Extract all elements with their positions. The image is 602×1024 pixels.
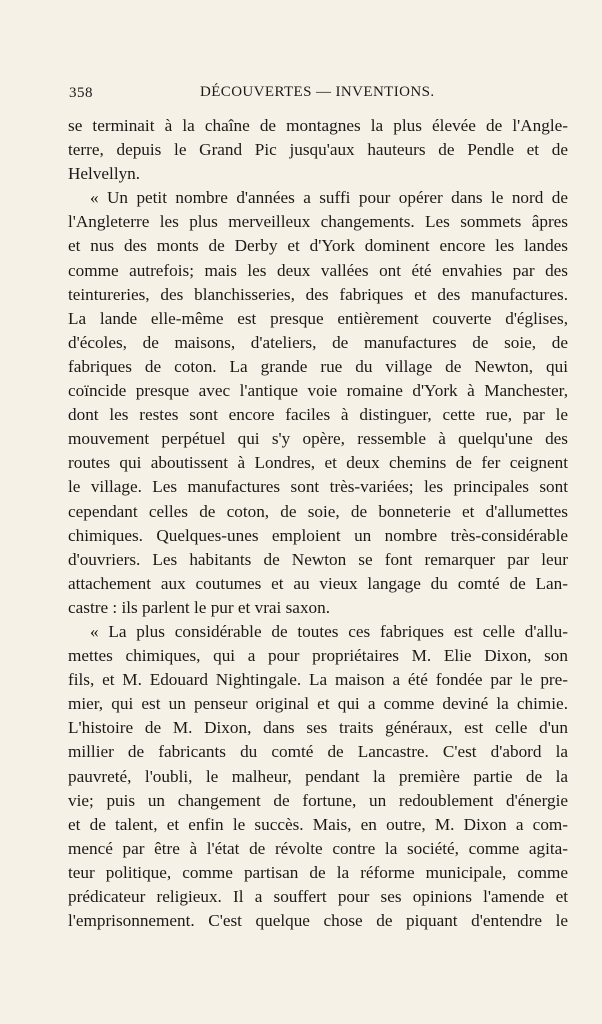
text-line: mier, qui est un penseur original et qui a comme deviné la chimie. [68,694,568,714]
text-line: dont les restes sont encore faciles à distinguer, cette rue, par le [68,405,568,425]
text-line: La lande elle-même est presque entièrement couverte d'églises, [68,308,568,328]
text-line: attachement aux coutumes et au vieux langage du comté de Lan- [68,573,568,593]
text-line: le village. Les manufactures sont très-variées; les principales sont [68,477,568,497]
text-line: comme autrefois; mais les deux vallées ont été envahies par des [68,260,568,280]
text-line: d'ouvriers. Les habitants de Newton se font remarquer par leur [68,549,568,569]
text-line: « Un petit nombre d'années a suffi pour opérer dans le nord de [90,188,568,208]
text-line: mouvement perpétuel qui s'y opère, ressemble à quelqu'une des [68,429,568,449]
text-line: vie; puis un changement de fortune, un redoublement d'énergie [68,790,568,810]
text-line: chimiques. Quelques-unes emploient un nombre très-considérable [68,525,568,545]
text-line: d'écoles, de maisons, d'ateliers, de manufactures de soie, de [68,332,568,352]
text-line: mencé par être à l'état de révolte contre la société, comme agita- [68,838,568,858]
text-line: pauvreté, l'oubli, le malheur, pendant la première partie de la [68,766,568,786]
text-line: fabriques de coton. La grande rue du village de Newton, qui [68,356,568,376]
text-line: L'histoire de M. Dixon, dans ses traits généraux, est celle d'un [68,718,568,738]
text-line: routes qui aboutissent à Londres, et deux chemins de fer ceignent [68,453,568,473]
text-line: l'Angleterre les plus merveilleux changements. Les sommets âpres [68,212,568,232]
text-line: et de talent, et enfin le succès. Mais, en outre, M. Dixon a com- [68,814,568,834]
page-number: 358 [69,85,93,101]
text-line: mettes chimiques, qui a pour propriétaires M. Elie Dixon, son [68,646,568,666]
text-line: castre : ils parlent le pur et vrai saxon. [68,597,331,617]
text-line: « La plus considérable de toutes ces fabriques est celle d'allu- [90,621,568,641]
text-line: prédicateur religieux. Il a souffert pour ses opinions l'amende et [68,887,568,906]
text-line: Helvellyn. [68,164,141,184]
text-line: coïncide presque avec l'antique voie romaine d'York à Manchester, [68,381,568,401]
body-text [68,114,568,933]
text-line: teur politique, comme partisan de la réforme municipale, comme [68,862,568,882]
text-line: teintureries, des blanchisseries, des fabriques et des manufactures. [68,284,568,304]
text-line: l'emprisonnement. C'est quelque chose de piquant d'entendre le [68,911,568,931]
text-line: terre, depuis le Grand Pic jusqu'aux hauteurs de Pendle et de [68,140,568,160]
text-line: et nus des monts de Derby et d'York dominent encore les landes [68,236,568,256]
text-line: millier de fabricants du comté de Lancastre. C'est d'abord la [68,742,568,762]
text-line: se terminait à la chaîne de montagnes la plus élevée de l'Angle- [68,116,568,135]
text-line: cependant celles de coton, de soie, de bonneterie et d'allumettes [68,501,568,521]
text-line: fils, et M. Edouard Nightingale. La maison a été fondée par le pre- [68,670,568,690]
running-head: DÉCOUVERTES — INVENTIONS. [200,84,435,100]
